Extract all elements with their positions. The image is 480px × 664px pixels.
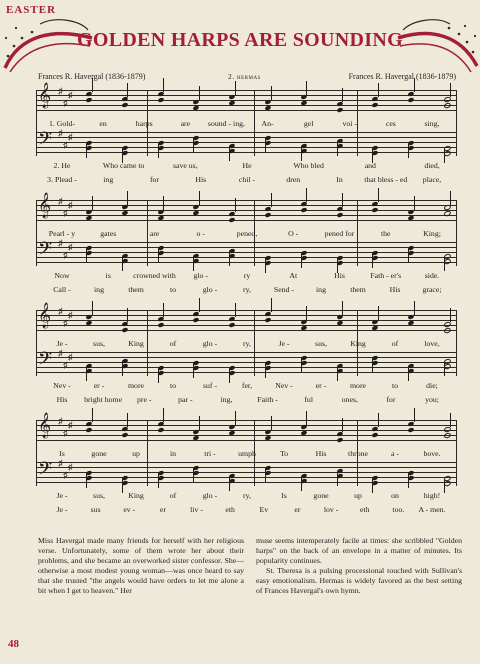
commentary-left: Miss Havergal made many friends for herself with her religious verse. Unfortunately, some of them wrote her about their problems, and she became an overworked sister confessor. She—otherwise a most modest young woman—was once heard to say that she trusted "the angels would have orders to let me alone a bit when I get to heaven." Her (38, 536, 244, 595)
lyric-line (40, 339, 458, 350)
lyric-syllable: are (149, 229, 160, 238)
lyric-syllable: sus, (93, 339, 105, 348)
lyric-line (40, 119, 458, 130)
bass-staff (36, 128, 456, 156)
lyric-line (40, 491, 458, 502)
lyric-syllable: save us, (172, 161, 198, 170)
note-stem (450, 191, 451, 205)
lyric-syllable: place, (422, 175, 442, 184)
note-stem (163, 303, 164, 317)
lyric-syllable: King (128, 339, 144, 348)
lyric-syllable: ry, (243, 285, 251, 294)
lyric-syllable: on (391, 491, 399, 500)
note-stem (122, 257, 123, 271)
lyric-syllable: eth (359, 505, 370, 514)
lyric-syllable: King; (423, 229, 441, 238)
lyric-syllable: high! (423, 491, 441, 500)
lyric-syllable: harps (135, 119, 153, 128)
key-sharp: ♯ (63, 250, 68, 260)
note-stem (372, 359, 373, 373)
bar-line (36, 90, 37, 156)
note-stem (193, 139, 194, 153)
lyric-syllable: love, (424, 339, 440, 348)
treble-clef: 𝄞 (38, 412, 52, 437)
lyric-line (40, 381, 458, 392)
note-stem (92, 408, 93, 422)
key-sharp: ♯ (63, 360, 68, 370)
key-sharp: ♯ (63, 98, 68, 108)
note-stem (450, 83, 451, 97)
note-stem (92, 78, 93, 92)
bass-staff (36, 348, 456, 376)
note-stem (265, 469, 266, 483)
lyric-syllable: ry (243, 271, 251, 280)
lyric-syllable: Send - (273, 285, 295, 294)
note-stem (235, 411, 236, 425)
note-stem (444, 362, 445, 376)
treble-staff (36, 302, 456, 334)
key-sharp: ♯ (68, 352, 73, 362)
lyric-syllable: ing (103, 175, 114, 184)
lyric-syllable: the (380, 229, 391, 238)
lyric-syllable: of (169, 339, 177, 348)
lyric-syllable: ing (316, 285, 326, 294)
lyric-line (40, 229, 458, 240)
note-stem (414, 301, 415, 315)
lyric-syllable: pened for (324, 229, 355, 238)
lyric-syllable: 1. Gold- (49, 119, 75, 128)
lyric-syllable: Je - (56, 339, 68, 348)
treble-clef: 𝄞 (38, 82, 52, 107)
lyric-line (40, 285, 458, 296)
lyric-syllable: lov - (323, 505, 339, 514)
lyric-syllable: 2. He (53, 161, 71, 170)
lyric-syllable: ry, (243, 339, 251, 348)
note-stem (199, 191, 200, 205)
lyric-syllable: Who bled (293, 161, 324, 170)
note-stem (408, 144, 409, 158)
note-stem (235, 303, 236, 317)
lyric-syllable: die; (426, 381, 438, 390)
lyric-line (40, 395, 458, 406)
note-stem (229, 477, 230, 491)
note-stem (306, 411, 307, 425)
bass-clef: 𝄢 (38, 348, 53, 373)
note-stem (271, 298, 272, 312)
lyric-line (40, 271, 458, 282)
lyric-syllable: umph (238, 449, 256, 458)
note-stem (378, 413, 379, 427)
note-stem (342, 193, 343, 207)
lyric-line (40, 175, 458, 186)
key-sharp: ♯ (63, 208, 68, 218)
lyric-syllable: His (195, 175, 207, 184)
lyric-syllable: In (336, 175, 343, 184)
note-stem (265, 139, 266, 153)
note-stem (342, 88, 343, 102)
lyric-syllable: A - men. (418, 505, 446, 514)
note-stem (301, 359, 302, 373)
lyric-syllable: throne (348, 449, 368, 458)
note-stem (163, 196, 164, 210)
lyric-syllable: en (99, 119, 107, 128)
note-stem (372, 254, 373, 268)
lyric-syllable: glo - (202, 339, 218, 348)
lyric-syllable: Je - (56, 505, 68, 514)
page-number: 48 (8, 638, 19, 650)
key-sharp: ♯ (63, 318, 68, 328)
lyric-syllable: of (169, 491, 177, 500)
note-stem (450, 413, 451, 427)
note-stem (306, 306, 307, 320)
note-stem (301, 477, 302, 491)
note-stem (86, 144, 87, 158)
lyric-syllable: to (169, 285, 177, 294)
lyric-syllable: par - (178, 395, 193, 404)
note-stem (127, 83, 128, 97)
lyric-syllable: er - (315, 381, 327, 390)
note-stem (408, 367, 409, 381)
note-stem (163, 408, 164, 422)
lyric-syllable: sus, (93, 491, 105, 500)
lyric-syllable: Is (59, 449, 65, 458)
note-stem (450, 308, 451, 322)
tune-name: 2. hermas (228, 72, 261, 81)
commentary-right-p2: St. Theresa is a pulsing processional touched with Sullivan's easy emotionalism. Hermas is widely favored as the best setting of Frances Havergal's own hymn. (256, 566, 462, 595)
key-sharp: ♯ (68, 462, 73, 472)
note-stem (127, 308, 128, 322)
lyric-syllable: grace; (422, 285, 442, 294)
lyric-syllable: bright home (84, 395, 123, 404)
lyric-syllable: o - (196, 229, 205, 238)
note-stem (408, 249, 409, 263)
lyric-syllable: ing (94, 285, 104, 294)
music-credit: Frances R. Havergal (1836-1879) (348, 72, 456, 81)
lyric-syllable: An- (261, 119, 274, 128)
note-stem (306, 188, 307, 202)
bass-staff (36, 458, 456, 486)
note-stem (271, 86, 272, 100)
note-stem (408, 474, 409, 488)
note-stem (271, 416, 272, 430)
lyric-syllable: ces (385, 119, 396, 128)
note-stem (301, 147, 302, 161)
lyric-syllable: you; (425, 395, 439, 404)
note-stem (122, 362, 123, 376)
lyric-syllable: ful (304, 395, 313, 404)
lyric-syllable: and (364, 161, 376, 170)
note-stem (378, 188, 379, 202)
lyric-syllable: gel (303, 119, 314, 128)
note-stem (337, 367, 338, 381)
lyric-syllable: King (128, 491, 144, 500)
lyric-line (40, 161, 458, 172)
note-stem (337, 472, 338, 486)
lyric-syllable: Fath - er's (370, 271, 402, 280)
lyric-syllable: more (349, 381, 367, 390)
words-credit: Frances R. Havergal (1836-1879) (38, 72, 146, 81)
lyric-syllable: for (149, 175, 160, 184)
lyric-syllable: suf - (202, 381, 218, 390)
treble-clef: 𝄞 (38, 192, 52, 217)
note-stem (158, 249, 159, 263)
lyric-syllable: crowned with (133, 271, 176, 280)
note-stem (92, 301, 93, 315)
note-stem (199, 298, 200, 312)
lyric-syllable: tri - (204, 449, 216, 458)
lyric-syllable: er (294, 505, 301, 514)
commentary-right (256, 536, 462, 596)
note-stem (342, 418, 343, 432)
key-sharp: ♯ (68, 200, 73, 210)
note-stem (265, 364, 266, 378)
lyric-syllable: ry, (243, 491, 251, 500)
key-sharp: ♯ (68, 132, 73, 142)
lyric-syllable: too. (392, 505, 405, 514)
lyric-syllable: are (180, 119, 191, 128)
lyric-syllable: O - (288, 229, 299, 238)
note-stem (229, 147, 230, 161)
lyric-syllable: er - (93, 381, 105, 390)
lyric-syllable: Call - (53, 285, 71, 294)
lyric-line (40, 449, 458, 460)
lyric-syllable: died, (424, 161, 440, 170)
bar-line (36, 310, 37, 376)
lyric-syllable: Is (281, 491, 287, 500)
lyric-syllable: up (132, 449, 140, 458)
lyric-syllable: glo - (193, 271, 209, 280)
lyric-syllable: Je - (56, 491, 68, 500)
lyric-syllable: ing, (220, 395, 233, 404)
lyric-syllable: pre - (136, 395, 152, 404)
lyric-syllable: Nev - (53, 381, 71, 390)
bass-staff (36, 238, 456, 266)
note-stem (158, 474, 159, 488)
lyric-syllable: ones, (341, 395, 358, 404)
lyric-syllable: Nev - (275, 381, 293, 390)
lyric-syllable: dren (286, 175, 301, 184)
lyric-syllable: His (334, 271, 345, 280)
lyric-syllable: in (169, 449, 177, 458)
lyric-syllable: chil - (238, 175, 256, 184)
note-stem (342, 301, 343, 315)
hymn-title: GOLDEN HARPS ARE SOUNDING (77, 29, 403, 51)
lyric-syllable: voi - (342, 119, 358, 128)
lyric-syllable: is (105, 271, 111, 280)
note-stem (86, 249, 87, 263)
section-tag: EASTER (6, 4, 57, 16)
lyric-line (40, 505, 458, 516)
key-sharp: ♯ (58, 128, 63, 138)
note-stem (271, 193, 272, 207)
lyric-syllable: er (159, 505, 166, 514)
lyric-syllable: up (354, 491, 362, 500)
note-stem (301, 254, 302, 268)
lyric-syllable: to (391, 381, 399, 390)
key-sharp: ♯ (58, 238, 63, 248)
lyric-syllable: to (169, 381, 177, 390)
key-sharp: ♯ (58, 458, 63, 468)
note-stem (86, 474, 87, 488)
lyric-syllable: Pearl - y (48, 229, 76, 238)
note-stem (378, 306, 379, 320)
bar-line (36, 420, 37, 486)
note-stem (193, 469, 194, 483)
lyric-syllable: He (242, 161, 252, 170)
lyric-syllable: fer, (241, 381, 253, 390)
key-sharp: ♯ (68, 242, 73, 252)
treble-staff (36, 412, 456, 444)
note-stem (414, 196, 415, 210)
commentary (0, 536, 480, 596)
lyric-syllable: glo - (202, 491, 218, 500)
lyric-syllable: Ev (259, 505, 269, 514)
lyric-syllable: ev - (123, 505, 136, 514)
key-sharp: ♯ (68, 310, 73, 320)
key-sharp: ♯ (58, 86, 63, 96)
lyric-syllable: side. (424, 271, 440, 280)
lyric-syllable: Now (54, 271, 70, 280)
key-sharp: ♯ (58, 196, 63, 206)
note-stem (229, 252, 230, 266)
lyric-syllable: of (391, 339, 399, 348)
key-sharp: ♯ (58, 416, 63, 426)
bass-clef: 𝄢 (38, 128, 53, 153)
note-stem (158, 144, 159, 158)
lyric-syllable: that bless - ed (364, 175, 408, 184)
note-stem (127, 191, 128, 205)
lyric-syllable: sing, (424, 119, 440, 128)
note-stem (86, 367, 87, 381)
note-stem (378, 83, 379, 97)
key-sharp: ♯ (63, 140, 68, 150)
lyric-syllable: His (389, 285, 401, 294)
lyric-syllable: them (128, 285, 144, 294)
lyric-syllable: them (350, 285, 366, 294)
note-stem (193, 257, 194, 271)
note-stem (127, 413, 128, 427)
key-sharp: ♯ (68, 420, 73, 430)
lyric-syllable: His (315, 449, 327, 458)
lyric-syllable: King (350, 339, 366, 348)
bass-clef: 𝄢 (38, 458, 53, 483)
key-sharp: ♯ (63, 428, 68, 438)
note-stem (444, 257, 445, 271)
lyric-syllable: sound - ing, (207, 119, 245, 128)
lyric-syllable: Je - (278, 339, 290, 348)
treble-staff (36, 192, 456, 224)
note-stem (199, 86, 200, 100)
lyric-syllable: more (127, 381, 145, 390)
lyric-syllable: liv - (190, 505, 203, 514)
note-stem (193, 364, 194, 378)
lyric-syllable: gone (91, 449, 107, 458)
bar-line (36, 200, 37, 266)
lyric-syllable: At (289, 271, 298, 280)
key-sharp: ♯ (58, 348, 63, 358)
note-stem (337, 142, 338, 156)
lyric-syllable: Faith - (257, 395, 278, 404)
lyric-syllable: sus, (315, 339, 327, 348)
lyric-syllable: gates (100, 229, 117, 238)
lyric-syllable: sus (90, 505, 101, 514)
key-sharp: ♯ (58, 306, 63, 316)
lyric-syllable: pened, (236, 229, 258, 238)
note-stem (199, 416, 200, 430)
lyric-syllable: a - (390, 449, 400, 458)
note-stem (163, 78, 164, 92)
lyric-syllable: 3. Plead - (47, 175, 77, 184)
treble-staff (36, 82, 456, 114)
note-stem (414, 408, 415, 422)
note-stem (414, 78, 415, 92)
lyric-syllable: His (56, 395, 68, 404)
lyric-syllable: for (386, 395, 396, 404)
lyric-syllable: bove. (423, 449, 441, 458)
lyric-syllable: glo - (202, 285, 218, 294)
key-sharp: ♯ (68, 90, 73, 100)
note-stem (92, 196, 93, 210)
lyric-syllable: To (279, 449, 289, 458)
treble-clef: 𝄞 (38, 302, 52, 327)
lyric-syllable: Who came to (102, 161, 145, 170)
commentary-right-p1: muse seems intemperately facile at times: she scribbled "Golden harps" on the back of an envelope in a matter of minutes. Its popularity continues. (256, 536, 462, 565)
note-stem (306, 81, 307, 95)
key-sharp: ♯ (63, 470, 68, 480)
lyric-syllable: eth (225, 505, 235, 514)
note-stem (235, 81, 236, 95)
bass-clef: 𝄢 (38, 238, 53, 263)
lyric-syllable: gone (313, 491, 329, 500)
note-stem (235, 198, 236, 212)
